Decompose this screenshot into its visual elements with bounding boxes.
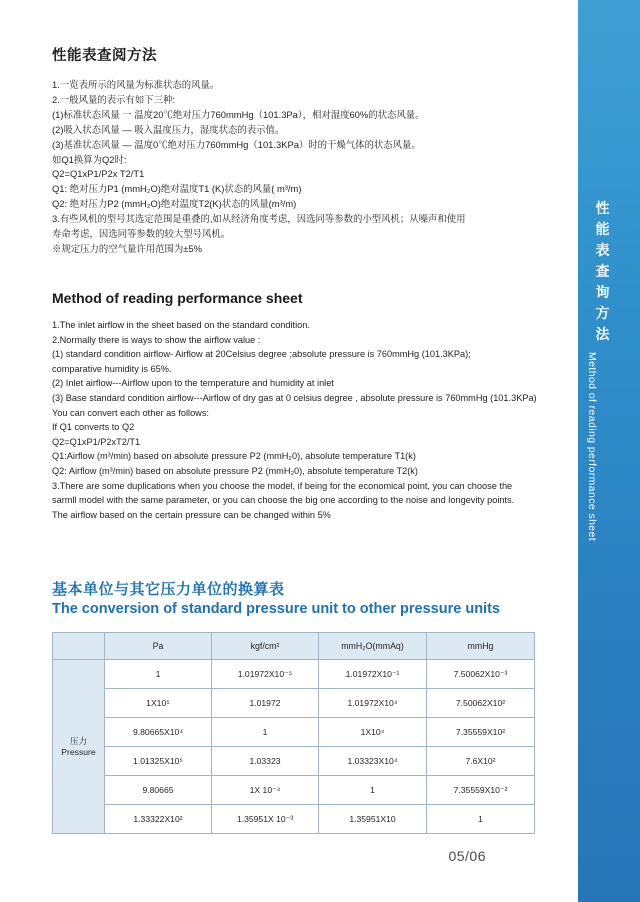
cn-line-5: (3)基准状态风量 — 温度0℃绝对压力760mmHg（101.3KPa）时的干燥气体的状态风量。 — [52, 138, 421, 150]
row-label-en: Pressure — [61, 746, 96, 757]
table-header-row — [53, 633, 535, 660]
cell-r3c1: 9.80665X10⁴ — [105, 718, 212, 747]
en-line-14: The airflow based on the certain pressure can be changed within 5% — [52, 509, 331, 520]
en-line-9: Q2=Q1xP1/P2xT2/T1 — [52, 436, 141, 447]
table-col-header-mmh2o: mmH₂O(mmAq) — [319, 633, 427, 660]
en-line-11: Q2: Airflow (m³/min) based on absolute pressure P2 (mmH₂0), absolute temperature T2(k) — [52, 465, 418, 476]
cn-line-10: 3.有些风机的型号其选定范围是重叠的,如从经济角度考虑，因选同等参数的小型风机；从噪声和使用 — [52, 213, 466, 225]
cn-line-11: 寿命考虑，因选同等参数的较大型号风机。 — [52, 228, 231, 240]
cn-line-7: Q2=Q1xP1/P2x T2/T1 — [52, 168, 145, 180]
en-line-13: sarmll model with the same parameter, or you can choose the big one according to the noise and longevity points. — [52, 495, 515, 506]
en-line-2: 2.Normally there is ways to show the airflow value : — [52, 334, 261, 345]
table-corner-cell — [53, 633, 105, 660]
sidebar-title-cn: 性能表查询方法 — [595, 200, 611, 342]
cn-line-9: Q2: 绝对压力P2 (mmH₂O)绝对温度T2(K)状态的风量(m³/m) — [52, 198, 297, 210]
en-line-7: You can convert each other as follows: — [52, 407, 209, 418]
table-col-header-kgfcm2: kgf/cm² — [212, 633, 319, 660]
conversion-table-wrap — [52, 632, 534, 834]
row-label-cn: 压力 — [69, 735, 88, 746]
cell-r2c3: 1.01972X10⁴ — [319, 689, 427, 718]
cell-r6c2: 1.35951X 10⁻³ — [212, 805, 319, 834]
cell-r2c4: 7.50062X10² — [427, 689, 535, 718]
cell-r2c1: 1X10⁵ — [105, 689, 212, 718]
en-line-4: comparative humidity is 65%. — [52, 363, 172, 374]
section-heading-en: Method of reading performance sheet — [52, 290, 303, 306]
cell-r1c2: 1.01972X10⁻⁵ — [212, 660, 319, 689]
cell-r3c3: 1X10⁴ — [319, 718, 427, 747]
cn-line-8: Q1: 绝对压力P1 (mmH₂O)绝对温度T1 (K)状态的风量( m³/m) — [52, 183, 302, 195]
cell-r6c1: 1.33322X10² — [105, 805, 212, 834]
en-line-3: (1) standard condition airflow- Airflow at 20Celsius degree ;absolute pressure is 760mmHg (101.3KPa); — [52, 349, 471, 360]
table-col-header-pa: Pa — [105, 633, 212, 660]
cell-r3c2: 1 — [212, 718, 319, 747]
cn-line-12: ※规定压力的空气量许用范围为±5% — [52, 242, 202, 254]
table-row-label — [53, 660, 105, 834]
en-line-1: 1.The inlet airflow in the sheet based on the standard condition. — [52, 320, 310, 330]
cell-r4c2: 1.03323 — [212, 747, 319, 776]
cn-line-6: 如Q1换算为Q2时: — [52, 153, 127, 165]
cell-r1c3: 1.01972X10⁻¹ — [319, 660, 427, 689]
cell-r4c4: 7.6X10² — [427, 747, 535, 776]
cell-r6c4: 1 — [427, 805, 535, 834]
cn-line-3: (1)标准状态风量 一 温度20℃绝对压力760mmHg（101.3Pa），相对湿度60%的状态风量。 — [52, 108, 425, 120]
conversion-table — [52, 632, 535, 834]
section-heading-cn: 性能表查阅方法 — [52, 48, 157, 64]
cell-r3c4: 7.35559X10² — [427, 718, 535, 747]
table-row — [53, 747, 535, 776]
cell-r1c4: 7.50062X10⁻³ — [427, 660, 535, 689]
cell-r4c1: 1.01325X10⁵ — [105, 747, 212, 776]
table-heading-en: The conversion of standard pressure unit to other pressure units — [52, 601, 500, 617]
cell-r1c1: 1 — [105, 660, 212, 689]
cell-r5c2: 1X 10⁻⁴ — [212, 776, 319, 805]
page-number: 05/06 — [448, 848, 486, 864]
section-body-cn — [52, 78, 522, 257]
cell-r6c3: 1.35951X10 — [319, 805, 427, 834]
cell-r5c3: 1 — [319, 776, 427, 805]
en-line-10: Q1:Airflow (m³/min) based on absolute pressure P2 (mmH₂0), absolute temperature T1(k) — [52, 451, 416, 462]
cell-r4c3: 1.03323X10⁴ — [319, 747, 427, 776]
table-row — [53, 689, 535, 718]
en-line-5: (2) Inlet airflow---Airflow upon to the temperature and humidity at inlet — [52, 378, 334, 389]
right-side-bar — [578, 0, 640, 902]
cell-r5c4: 7.35559X10⁻² — [427, 776, 535, 805]
cell-r5c1: 9.80665 — [105, 776, 212, 805]
table-row — [53, 718, 535, 747]
section-body-en — [52, 318, 552, 522]
cn-line-4: (2)吸入状态风量 — 吸入温度压力，湿度状态的表示值。 — [52, 123, 285, 135]
en-line-12: 3.There are some duplications when you choose the model, if being for the economical point, you can choose the — [52, 480, 513, 491]
table-row — [53, 660, 535, 689]
sidebar-title-en: Method of reading performance sheet — [586, 352, 598, 542]
table-row — [53, 776, 535, 805]
table-heading-cn: 基本单位与其它压力单位的换算表 — [52, 581, 285, 598]
side-bar-inner — [578, 0, 640, 902]
cell-r2c2: 1.01972 — [212, 689, 319, 718]
table-row — [53, 805, 535, 834]
en-line-6: (3) Base standard condition airflow---Airflow of dry gas at 0 celsius degree , absolute pressure is 760mmHg (101.3KPa) — [52, 392, 537, 403]
en-line-8: If Q1 converts to Q2 — [52, 422, 135, 433]
cn-line-1: 1.一览表所示的风量为标准状态的风量。 — [52, 79, 220, 90]
cn-line-2: 2.一般风量的表示有如下三种: — [52, 93, 175, 105]
table-col-header-mmhg: mmHg — [427, 633, 535, 660]
